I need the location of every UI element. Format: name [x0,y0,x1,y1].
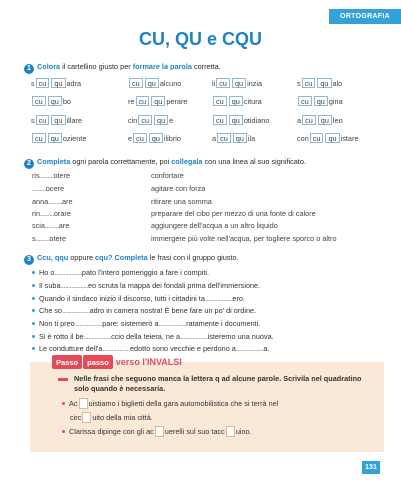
meaning-text: ritirare una somma [151,197,212,206]
sentence-part: Quando il sindaco iniziò il discorso, tutti i cittadini ta [39,294,205,303]
syllable-option-box[interactable]: qu [154,115,168,125]
word-suffix: are [58,221,70,230]
syllable-option-box[interactable]: cu [310,133,324,143]
blank[interactable]: .................. [54,268,82,277]
syllable-option-box[interactable]: cu [216,78,230,88]
blank[interactable]: .................. [204,294,233,303]
syllable-option-box[interactable]: qu [229,96,243,106]
word-prefix: a [297,115,302,125]
match-row [0,234,401,245]
match-row [0,197,401,208]
word-to-complete[interactable] [32,184,64,193]
sentence-part: ratamente i documenti. [186,319,261,328]
arrow-icon [58,378,68,381]
word-suffix: e [169,115,174,125]
letter-input-box[interactable] [79,398,88,409]
word-prefix: s [31,78,35,88]
invalsi-instruction: Nelle frasi che seguono manca la lettera q ad alcune parole. Scrivila nel quadratino solo quando è necessaria. [74,374,362,393]
bullet-icon [32,347,35,350]
syllable-option-box[interactable]: cu [138,115,152,125]
bullet-icon [62,430,65,433]
bullet-icon [32,284,35,287]
syllable-option-box[interactable]: qu [151,96,165,106]
sentence-item [32,319,260,328]
sentence-part: circ [70,413,82,422]
syllable-option-box[interactable]: cu [133,133,147,143]
word-row [0,113,401,127]
meaning-text: confortare [151,171,184,180]
bullet-icon [32,309,35,312]
word-to-complete[interactable] [32,197,73,206]
blank[interactable]: ......... [39,171,54,180]
sentence-part: Le condutture dell'a [39,344,103,353]
exercise-2-instruction: 2 Completa ogni parola correttamente, poi collegala con una linea al suo significato. [24,157,379,169]
bullet-icon [62,402,65,405]
syllable-option-box[interactable]: qu [149,133,163,143]
word-prefix: s [32,234,36,243]
syllable-option-box[interactable]: qu [317,78,331,88]
word-item [31,131,86,145]
sentence-part: ero. [232,294,245,303]
meaning-text: preparare del cibo per mezzo di una fonte di calore [151,209,316,218]
word-item [297,113,343,127]
syllable-option-box[interactable]: qu [318,115,332,125]
blank[interactable]: .................. [74,319,103,328]
word-prefix: li [212,78,216,88]
word-suffix: gina [328,96,343,106]
page-title: CU, QU e CQU [138,29,262,49]
word-row [0,131,401,145]
sentence-part: Che so [39,306,63,315]
sentence-part: a. [263,344,270,353]
word-prefix: anna [32,197,49,206]
word-item [31,76,81,90]
sentence-part: Ho o [39,268,55,277]
word-to-complete[interactable] [32,234,66,243]
word-prefix: s [297,78,301,88]
word-suffix: alcuno [159,78,182,88]
word-prefix: con [297,133,309,143]
sentence-part: Ac [69,399,78,408]
word-item [297,94,343,108]
word-suffix: bo [62,96,71,106]
word-suffix: inzia [247,78,263,88]
word-suffix: ocere [45,184,65,193]
word-to-complete[interactable] [32,209,71,218]
word-item [31,113,82,127]
word-prefix: a [212,133,217,143]
word-prefix: rin [32,209,41,218]
word-prefix: e [128,133,133,143]
invalsi-sentence [62,426,252,437]
syllable-option-box[interactable]: cu [136,96,150,106]
syllable-option-box[interactable]: cu [36,78,50,88]
word-to-complete[interactable] [32,221,69,230]
blank[interactable]: ......... [40,209,54,218]
syllable-option-box[interactable]: qu [232,78,246,88]
match-row [0,171,401,182]
blank[interactable]: .................. [60,281,88,290]
syllable-option-box[interactable]: cu [32,133,46,143]
sentence-part: uino. [235,427,252,436]
word-item [297,76,342,90]
invalsi-tag-left: Passo [52,355,82,369]
sentence-part: Si è rotto il be [39,332,84,341]
sentence-part: Non ti preo [39,319,75,328]
word-item [128,113,173,127]
word-suffix: orare [53,209,71,218]
word-suffix: citura [243,96,262,106]
sentence-part: isteremo una nuova. [207,332,274,341]
syllable-option-box[interactable]: cu [36,115,50,125]
syllable-option-box[interactable]: cu [213,115,227,125]
word-item [212,131,255,145]
sentence-part: uerelli sul suo tacc [164,427,225,436]
match-row [0,221,401,232]
syllable-option-box[interactable]: cu [129,78,143,88]
invalsi-sentence [70,412,153,423]
syllable-option-box[interactable]: qu [48,133,62,143]
letter-input-box[interactable] [82,412,91,423]
word-item [212,113,269,127]
word-suffix: otere [49,234,67,243]
bullet-icon [32,335,35,338]
invalsi-tag [52,354,182,370]
blank[interactable]: ......... [32,184,46,193]
word-prefix: re [128,96,135,106]
syllable-option-box[interactable]: cu [298,96,312,106]
blank[interactable]: .................. [62,306,90,315]
sentence-part: adro in camera nostra! È bene fare un po' di ordine. [89,306,257,315]
word-item [128,76,181,90]
page-number: 131 [362,461,380,474]
sentence-part: Il suba [39,281,61,290]
section-tag: ORTOGRAFIA [329,9,401,24]
exercise-3-instruction: 3 Ccu, qqu oppure cqu? Completa le frasi con il gruppo giusto. [24,253,379,265]
meaning-text: aggiungere dell'acqua a un altro liquido [151,221,278,230]
sentence-part: uito della mia città. [92,413,153,422]
bullet-icon [32,322,35,325]
word-suffix: perare [166,96,188,106]
exercise-number: 3 [24,255,34,265]
syllable-option-box[interactable]: cu [213,96,227,106]
word-row [0,76,401,90]
word-prefix: scia [32,221,45,230]
sentence-part: uistiamo i biglietti della gara automobilistica che si terrà nel [88,399,279,408]
word-row [0,94,401,108]
blank[interactable]: ......... [35,234,50,243]
word-suffix: adra [66,78,82,88]
letter-input-box[interactable] [155,426,164,437]
letter-input-box[interactable] [226,426,235,437]
word-suffix: istare [340,133,359,143]
syllable-option-box[interactable]: qu [325,133,339,143]
word-suffix: alo [332,78,343,88]
word-suffix: illare [66,115,82,125]
blank[interactable]: .................. [83,332,112,341]
invalsi-tag-label: verso l'INVALSI [115,357,182,367]
sentence-part: ccio della teiera, ne a [111,332,181,341]
match-row [0,209,401,220]
exercise-number: 1 [24,64,34,74]
word-item [297,131,358,145]
sentence-item [32,344,269,353]
syllable-option-box[interactable]: cu [217,133,231,143]
word-suffix: otere [53,171,71,180]
word-prefix: s [31,115,35,125]
word-item [31,94,71,108]
syllable-option-box[interactable]: cu [32,96,46,106]
match-row [0,184,401,195]
syllable-option-box[interactable]: qu [233,133,247,143]
syllable-option-box[interactable]: qu [314,96,328,106]
word-suffix: ila [247,133,256,143]
exercise-1-instruction: 1 Colora il cartellino giusto per formare la parola corretta. [24,62,379,74]
word-item [128,94,187,108]
meaning-text: immergere più volte nell'acqua, per togliere sporco o altro [151,234,337,243]
word-prefix: cin [128,115,138,125]
syllable-option-box[interactable]: qu [48,96,62,106]
sentence-item [32,281,260,290]
sentence-part: Clarissa dipinge con gli ac [69,427,154,436]
syllable-option-box[interactable]: cu [302,78,316,88]
blank[interactable]: .................. [158,319,187,328]
word-suffix: oziente [62,133,87,143]
blank[interactable]: .................. [180,332,208,341]
sentence-item [32,268,209,277]
word-item [128,131,181,145]
blank[interactable]: ......... [48,197,62,206]
exercise-number: 2 [24,159,34,169]
word-suffix: are [61,197,73,206]
sentence-part: pare: sistemerò a [102,319,159,328]
sentence-item [32,294,245,303]
syllable-option-box[interactable]: qu [51,115,65,125]
syllable-option-box[interactable]: cu [302,115,316,125]
word-item [212,94,262,108]
bullet-icon [32,271,35,274]
invalsi-tag-mid: passo [83,355,113,369]
bullet-icon [32,297,35,300]
syllable-option-box[interactable]: qu [51,78,65,88]
word-suffix: otidiano [243,115,270,125]
sentence-part: edotto sono vecchie e perdono a [129,344,236,353]
word-item [212,76,262,90]
word-to-complete[interactable] [32,171,70,180]
syllable-option-box[interactable]: qu [145,78,159,88]
sentence-item [32,332,274,341]
invalsi-sentence [62,398,278,409]
blank[interactable]: .................. [235,344,264,353]
sentence-part: pato l'intero pomeriggio a fare i compiti. [81,268,210,277]
syllable-option-box[interactable]: qu [229,115,243,125]
word-prefix: ris [32,171,40,180]
blank[interactable]: ......... [44,221,59,230]
word-suffix: ilibrio [163,133,181,143]
blank[interactable]: .................. [102,344,130,353]
word-suffix: leo [332,115,343,125]
meaning-text: agitare con forza [151,184,206,193]
sentence-part: eo scruta la mappa dei fondali prima dell'immersione. [88,281,261,290]
sentence-item [32,306,256,315]
